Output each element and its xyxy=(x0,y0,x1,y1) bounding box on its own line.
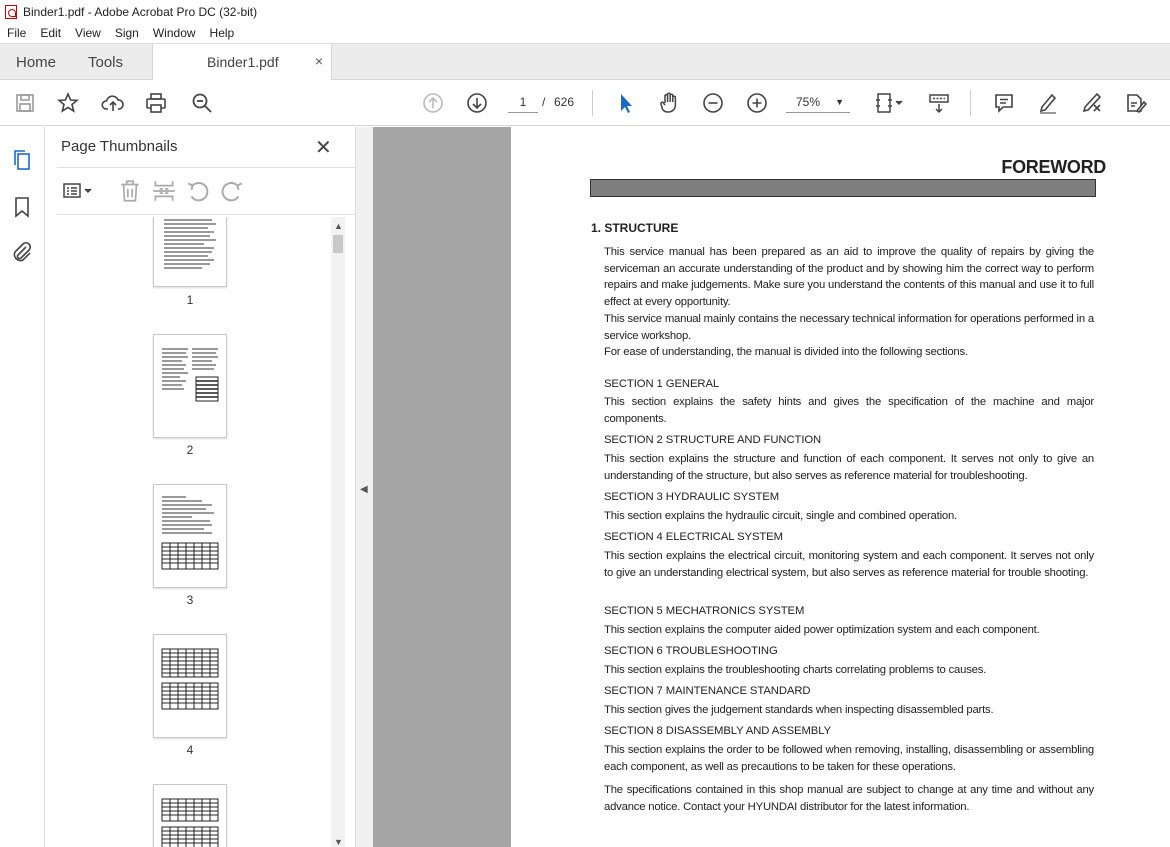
collapse-panel-icon[interactable]: ◀ xyxy=(360,484,368,495)
scrollbar-thumb[interactable] xyxy=(333,235,343,253)
tab-document-label: Binder1.pdf xyxy=(207,54,279,70)
menu-sign[interactable]: Sign xyxy=(114,26,139,40)
section-description: This section explains the order to be followed when removing, installing, disassembling or assembling each component, as well as precautions to be taken for these operations. xyxy=(604,744,1094,773)
page-separator: / xyxy=(542,95,546,109)
upload-icon[interactable] xyxy=(100,90,126,116)
intro-paragraph: This service manual has been prepared as an aid to improve the quality of repairs by giving the serviceman an accurate understanding of the product and by showing him the correct way to perform repairs and make judgements. Make sure you understand the contents of this manual and use it to full effect at every opportunity. xyxy=(604,246,1094,308)
section-name: SECTION 8 DISASSEMBLY AND ASSEMBLY xyxy=(604,725,832,737)
page-up-icon[interactable] xyxy=(420,90,446,116)
panel-splitter[interactable] xyxy=(355,127,373,847)
menu-bar xyxy=(0,23,1170,43)
sign-icon[interactable] xyxy=(1079,90,1105,116)
thumbnail-label: 4 xyxy=(186,743,194,757)
section-name: SECTION 3 HYDRAULIC SYSTEM xyxy=(604,491,780,503)
section-description: This section explains the electrical circuit, monitoring system and each component. It serves not only to give an understanding electrical system, but also serves as reference material for trouble shooting. xyxy=(604,550,1094,579)
toolbar-divider xyxy=(970,90,971,116)
left-navigation-rail xyxy=(0,127,45,847)
scroll-up-icon[interactable]: ▲ xyxy=(334,221,343,231)
page-total: 626 xyxy=(554,95,575,109)
zoom-out-icon[interactable] xyxy=(700,90,726,116)
toolbar-divider xyxy=(592,90,593,116)
rotate-right-icon[interactable] xyxy=(219,178,245,204)
section-name: SECTION 2 STRUCTURE AND FUNCTION xyxy=(604,434,822,446)
options-menu-icon[interactable] xyxy=(61,178,95,204)
thumbnail-page[interactable] xyxy=(153,484,227,588)
thumbnail-page[interactable] xyxy=(153,217,227,287)
window-title: Binder1.pdf - Adobe Acrobat Pro DC (32-bit) xyxy=(23,4,258,19)
thumbnail-list xyxy=(57,217,331,847)
extract-page-icon[interactable] xyxy=(151,178,177,204)
intro-paragraph: For ease of understanding, the manual is divided into the following sections. xyxy=(604,346,968,358)
attachments-icon[interactable] xyxy=(10,240,34,264)
section-heading: 1. STRUCTURE xyxy=(591,221,679,235)
section-name: SECTION 6 TROUBLESHOOTING xyxy=(604,645,778,657)
delete-page-icon[interactable] xyxy=(117,178,143,204)
title-bar-rule xyxy=(590,179,1096,197)
thumbnail-page[interactable] xyxy=(153,784,227,847)
section-description: This section explains the hydraulic circuit, single and combined operation. xyxy=(604,510,957,522)
panel-title: Page Thumbnails xyxy=(61,138,178,155)
close-tab-icon[interactable]: × xyxy=(314,53,323,69)
menu-edit[interactable]: Edit xyxy=(40,26,62,40)
pdf-page xyxy=(511,127,1170,847)
tab-tools[interactable]: Tools xyxy=(88,53,124,71)
select-arrow-icon[interactable] xyxy=(613,90,639,116)
closing-paragraph: The specifications contained in this shop manual are subject to change at any time and without any advance notice. Contact your HYUNDAI distributor for the latest information. xyxy=(604,784,1094,813)
page-number-input[interactable]: 1 xyxy=(508,91,538,113)
section-description: This section explains the computer aided power optimization system and each component. xyxy=(604,624,1040,636)
scroll-down-icon[interactable]: ▼ xyxy=(334,837,343,847)
menu-window[interactable]: Window xyxy=(152,26,196,40)
section-description: This section explains the structure and function of each component. It serves not only to give an understanding of the structure, but also serves as reference material for troubleshooting. xyxy=(604,453,1094,482)
zoom-value: 75% xyxy=(796,95,821,109)
section-description: This section gives the judgement standards when inspecting disassembled parts. xyxy=(604,704,994,716)
comment-icon[interactable] xyxy=(991,90,1017,116)
tab-bar xyxy=(0,43,1170,80)
save-icon[interactable] xyxy=(12,90,38,116)
highlight-icon[interactable] xyxy=(1035,90,1061,116)
fill-sign-icon[interactable] xyxy=(1122,90,1148,116)
section-name: SECTION 5 MECHATRONICS SYSTEM xyxy=(604,605,805,617)
zoom-dropdown[interactable] xyxy=(786,91,850,113)
intro-paragraph: This service manual mainly contains the necessary technical information for operations performed in a service workshop. xyxy=(604,313,1094,342)
thumbnail-label: 3 xyxy=(186,593,194,607)
thumbnail-toolbar xyxy=(57,167,355,215)
thumbnail-label: 2 xyxy=(186,443,194,457)
acrobat-icon xyxy=(5,5,17,19)
page-thumbnails-icon[interactable] xyxy=(10,148,34,172)
page-down-icon[interactable] xyxy=(464,90,490,116)
thumbnail-page[interactable] xyxy=(153,334,227,438)
section-name: SECTION 4 ELECTRICAL SYSTEM xyxy=(604,531,783,543)
menu-view[interactable]: View xyxy=(75,26,101,40)
print-icon[interactable] xyxy=(143,90,169,116)
zoom-in-icon[interactable] xyxy=(744,90,770,116)
document-title: FOREWORD xyxy=(1001,157,1106,177)
search-zoom-icon[interactable] xyxy=(189,90,215,116)
tab-document[interactable] xyxy=(152,44,332,81)
section-name: SECTION 1 GENERAL xyxy=(604,378,720,390)
scroll-mode-icon[interactable] xyxy=(926,90,952,116)
thumbnail-scrollbar[interactable] xyxy=(331,217,345,847)
bookmarks-icon[interactable] xyxy=(10,195,34,219)
section-name: SECTION 7 MAINTENANCE STANDARD xyxy=(604,685,811,697)
close-icon[interactable]: ✕ xyxy=(315,137,332,159)
section-description: This section explains the safety hints and gives the specification of the machine and major components. xyxy=(604,396,1094,425)
rotate-left-icon[interactable] xyxy=(185,178,211,204)
hand-icon[interactable] xyxy=(656,90,682,116)
star-icon[interactable] xyxy=(55,90,81,116)
page-fit-icon[interactable] xyxy=(870,90,906,116)
tab-home[interactable]: Home xyxy=(16,53,57,71)
chevron-down-icon: ▼ xyxy=(835,97,844,107)
menu-help[interactable]: Help xyxy=(209,26,235,40)
title-bar xyxy=(0,0,1170,23)
section-description: This section explains the troubleshooting charts correlating problems to causes. xyxy=(604,664,987,676)
main-toolbar xyxy=(0,80,1170,126)
thumbnail-label: 1 xyxy=(186,293,194,307)
thumbnail-page[interactable] xyxy=(153,634,227,738)
page-thumbnails-panel xyxy=(45,127,355,847)
menu-file[interactable]: File xyxy=(7,26,27,40)
